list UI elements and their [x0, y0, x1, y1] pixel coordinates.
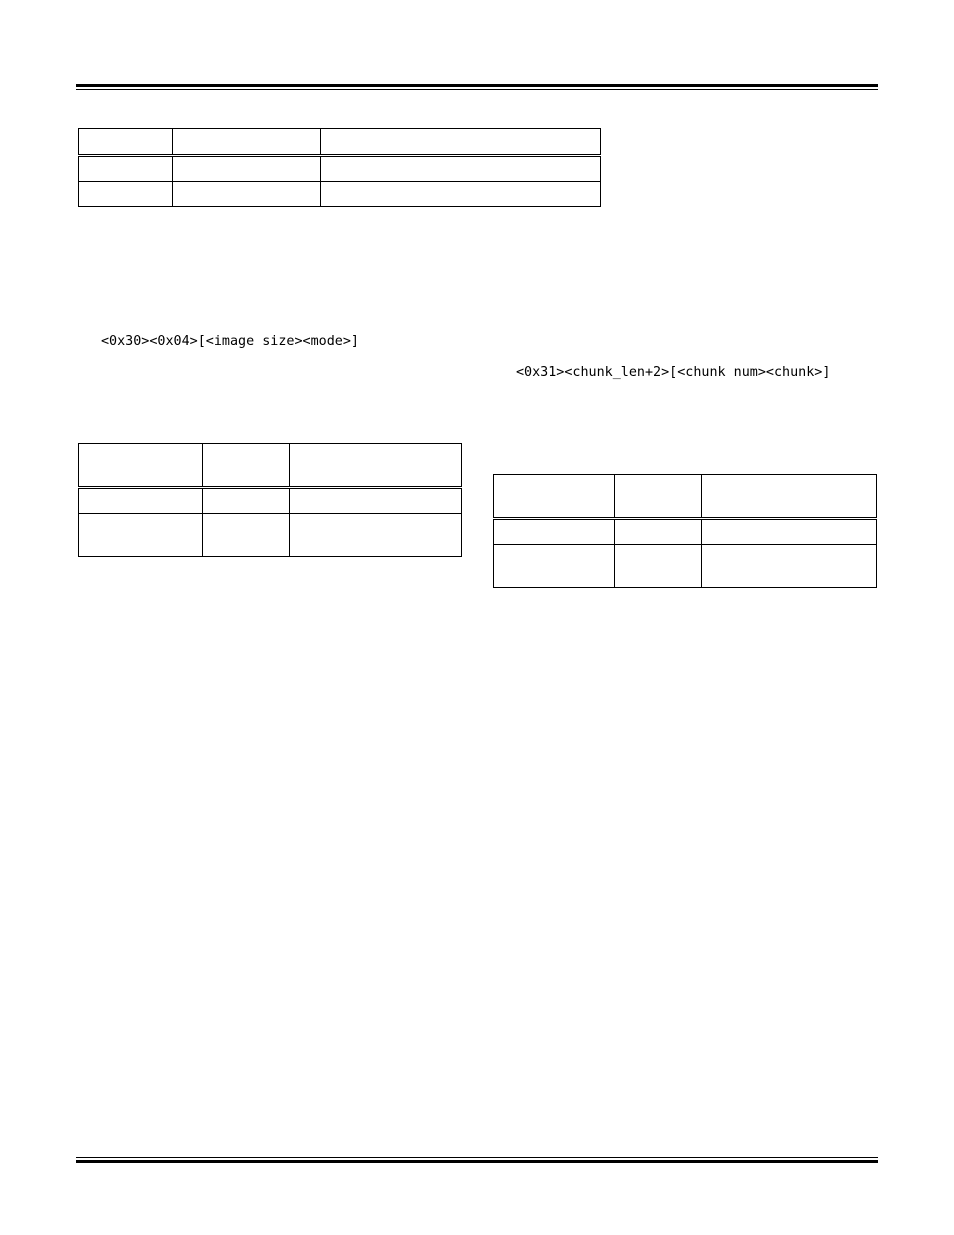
table-cell: [79, 514, 203, 557]
table-row: [79, 444, 462, 488]
top-table: [78, 128, 601, 207]
table-row: [494, 545, 877, 588]
table-row: [494, 519, 877, 545]
table-cell: [702, 545, 877, 588]
table-cell: [290, 488, 462, 514]
table-cell: [203, 488, 290, 514]
table-row: [79, 129, 601, 156]
image-chunk-syntax: <0x31><chunk_len+2>[<chunk num><chunk>]: [516, 365, 831, 380]
table-cell: [702, 475, 877, 519]
table-cell: [79, 156, 173, 182]
table-cell: [494, 519, 615, 545]
table-cell: [79, 182, 173, 207]
table-cell: [173, 129, 321, 156]
table-cell: [79, 444, 203, 488]
table-row: [79, 488, 462, 514]
table-row: [494, 475, 877, 519]
table-row: [79, 156, 601, 182]
table-cell: [203, 444, 290, 488]
table-cell: [79, 129, 173, 156]
table-cell: [615, 475, 702, 519]
table-cell: [702, 519, 877, 545]
table-row: [79, 514, 462, 557]
table-cell: [494, 545, 615, 588]
table-cell: [290, 514, 462, 557]
table-cell: [173, 156, 321, 182]
table-cell: [321, 182, 601, 207]
table-cell: [321, 156, 601, 182]
table-cell: [203, 514, 290, 557]
table-cell: [173, 182, 321, 207]
table-cell: [615, 519, 702, 545]
table-cell: [615, 545, 702, 588]
table-cell: [494, 475, 615, 519]
table-cell: [290, 444, 462, 488]
image-start-syntax: <0x30><0x04>[<image size><mode>]: [101, 334, 359, 349]
table-cell: [79, 488, 203, 514]
left-table: [78, 443, 462, 557]
table-cell: [321, 129, 601, 156]
right-table: [493, 474, 877, 588]
table-row: [79, 182, 601, 207]
